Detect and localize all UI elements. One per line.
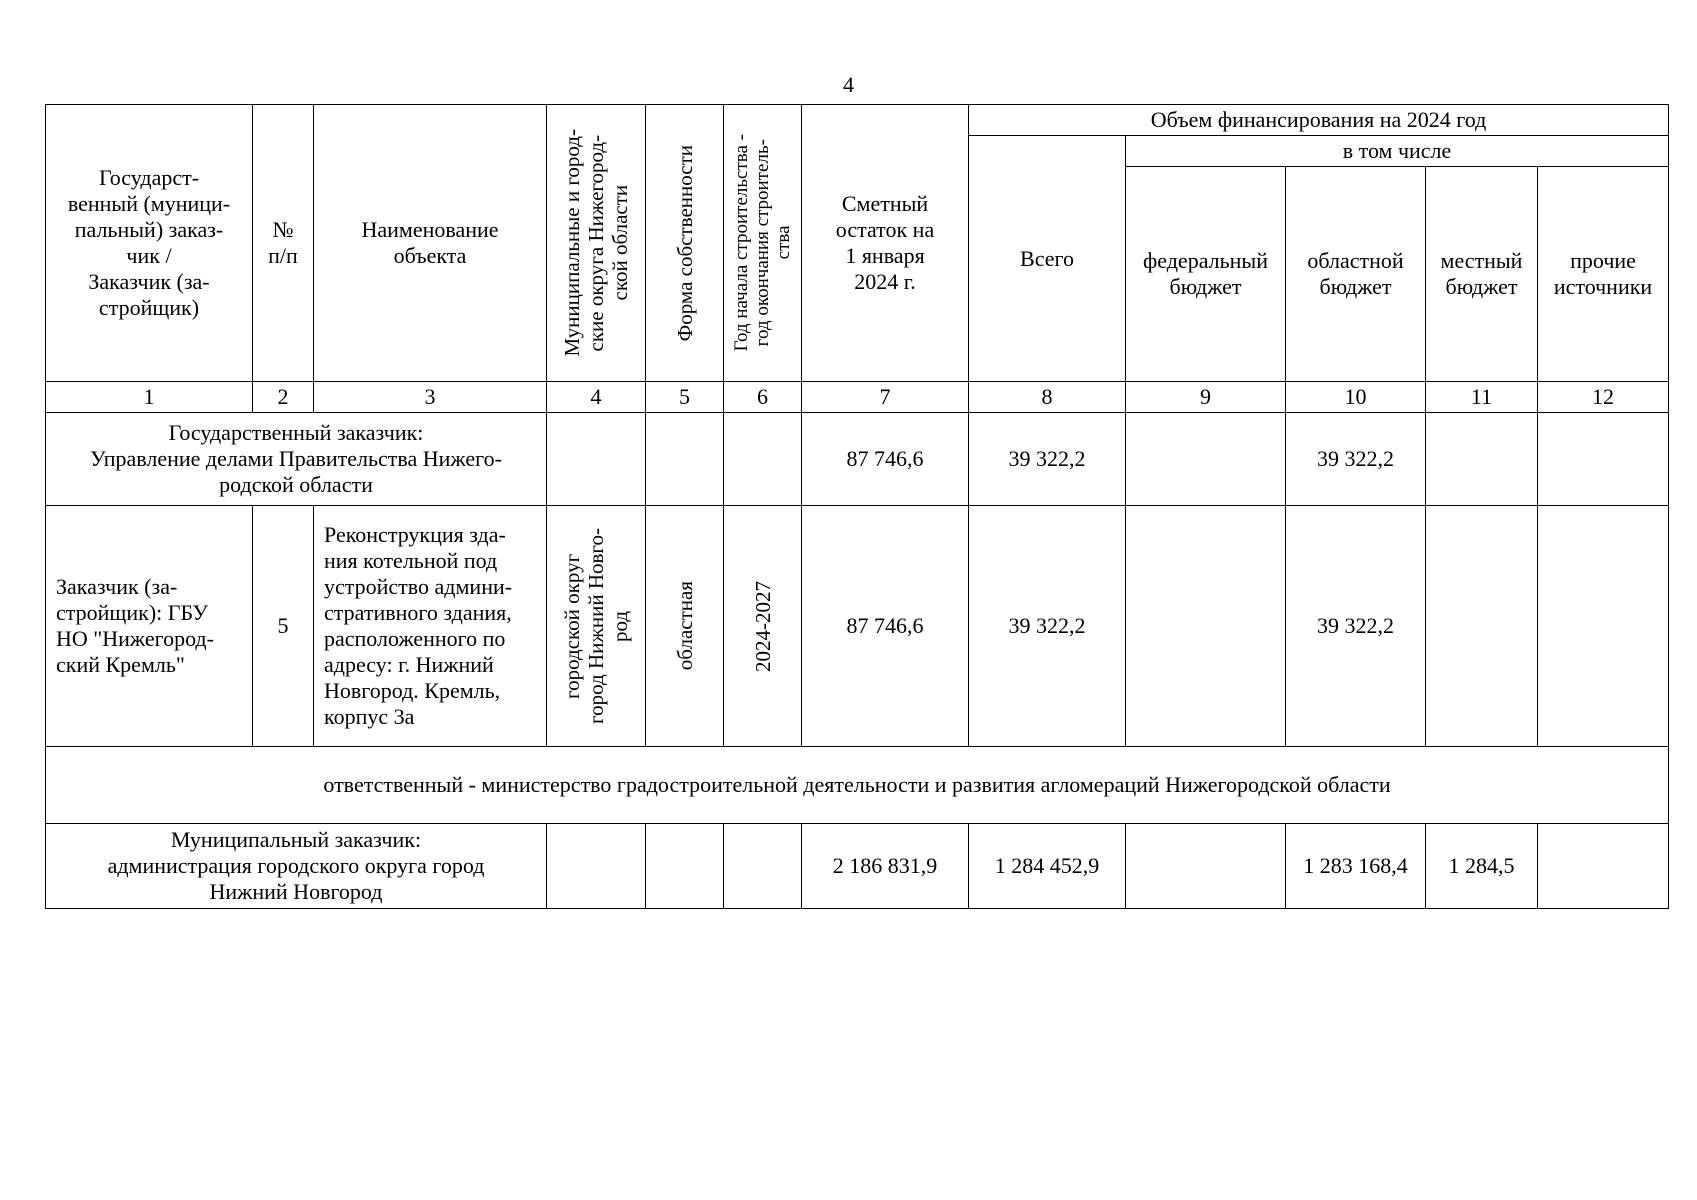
header-ownership-text: Форма собственности [672,144,697,342]
state-customer-estimate: 87 746,6 [802,413,969,506]
column-number: 8 [969,382,1126,413]
object-ownership [646,506,724,747]
header-estimate: Сметный остаток на 1 января 2024 г. [802,105,969,382]
financing-table [45,104,1669,909]
header-object-name: Наименование объекта [314,105,547,382]
column-number-row [46,382,1669,413]
object-total: 39 322,2 [969,506,1126,747]
municipal-customer-total: 1 284 452,9 [969,824,1126,909]
header-total: Всего [969,136,1126,382]
header-row-1 [46,105,1669,136]
column-number: 9 [1126,382,1286,413]
header-local: местный бюджет [1426,167,1538,382]
empty-cell [1538,413,1669,506]
empty-cell [1538,506,1669,747]
object-municipality-text: городской округ город Нижний Новго- род [560,528,632,724]
empty-cell [547,824,646,909]
empty-cell [1538,824,1669,909]
empty-cell [1426,506,1538,747]
header-including: в том числе [1126,136,1669,167]
state-customer-total: 39 322,2 [969,413,1126,506]
responsible-row [46,747,1669,824]
empty-cell [724,413,802,506]
object-ownership-text: областная [672,581,697,671]
municipal-customer-local: 1 284,5 [1426,824,1538,909]
header-federal: федеральный бюджет [1126,167,1286,382]
empty-cell [724,824,802,909]
object-name: Реконструкция зда- ния котельной под устройство админи- стративного здания, расположенного по адресу: г. Нижний Новгород. Кремль, корпус 3а [314,506,547,747]
object-estimate: 87 746,6 [802,506,969,747]
object-years [724,506,802,747]
header-regional: областной бюджет [1286,167,1426,382]
column-number: 12 [1538,382,1669,413]
object-customer: Заказчик (за- стройщик): ГБУ НО "Нижегород- ский Кремль" [46,506,253,747]
column-number: 5 [646,382,724,413]
header-financing-title: Объем финансирования на 2024 год [969,105,1669,136]
object-number: 5 [253,506,314,747]
header-years [724,105,802,382]
state-customer-regional: 39 322,2 [1286,413,1426,506]
object-row [46,506,1669,747]
state-customer-row [46,413,1669,506]
column-number: 4 [547,382,646,413]
column-number: 3 [314,382,547,413]
empty-cell [1126,824,1286,909]
municipal-customer-row [46,824,1669,909]
column-number: 10 [1286,382,1426,413]
header-municipality [547,105,646,382]
header-other: прочие источники [1538,167,1669,382]
header-years-text: Год начала строительства - год окончания строитель- ства [731,134,794,352]
header-number: № п/п [253,105,314,382]
empty-cell [646,824,724,909]
object-regional: 39 322,2 [1286,506,1426,747]
empty-cell [547,413,646,506]
page-number: 4 [843,72,854,97]
object-years-text: 2024-2027 [750,580,775,672]
column-number: 2 [253,382,314,413]
header-municipality-text: Муниципальные и город- ские округа Нижегород- ской области [560,129,632,357]
state-customer-label: Государственный заказчик: Управление делами Правительства Нижего- родской области [46,413,547,506]
column-number: 6 [724,382,802,413]
empty-cell [1126,413,1286,506]
header-customer: Государст- венный (муници- пальный) заказ- чик / Заказчик (за- стройщик) [46,105,253,382]
column-number: 11 [1426,382,1538,413]
header-ownership [646,105,724,382]
empty-cell [646,413,724,506]
municipal-customer-label: Муниципальный заказчик: администрация городского округа город Нижний Новгород [46,824,547,909]
responsible-text: ответственный - министерство градостроительной деятельности и развития агломераций Нижегородской области [46,747,1669,824]
empty-cell [1126,506,1286,747]
municipal-customer-regional: 1 283 168,4 [1286,824,1426,909]
empty-cell [1426,413,1538,506]
column-number: 7 [802,382,969,413]
municipal-customer-estimate: 2 186 831,9 [802,824,969,909]
column-number: 1 [46,382,253,413]
object-municipality [547,506,646,747]
